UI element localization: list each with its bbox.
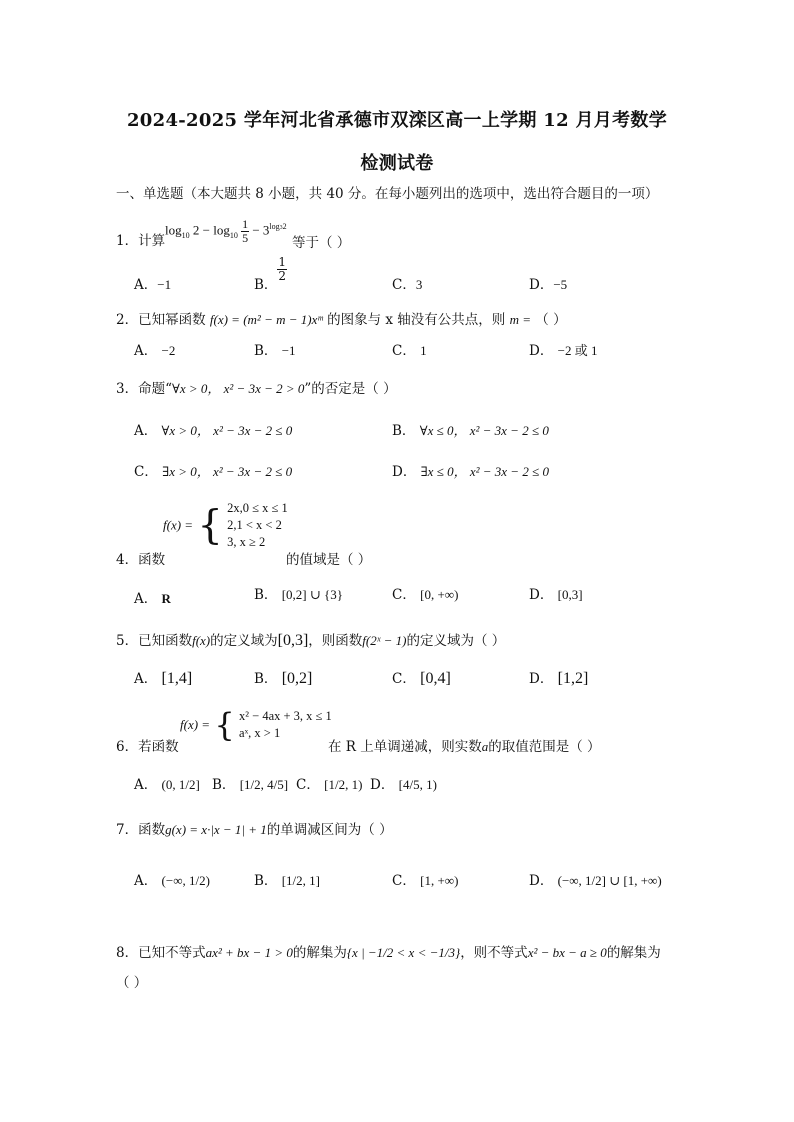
q3-option-b[interactable]: B． ∀x ≤ 0， x² − 3x − 2 ≤ 0: [392, 423, 549, 439]
q7-option-a[interactable]: A． (−∞, 1/2): [134, 873, 210, 889]
q2-option-c[interactable]: C． 1: [392, 343, 427, 359]
power-function-expression: f(x) = (m² − m − 1)xᵐ: [209, 312, 323, 327]
question-1-expression: $\log_{10} 2 - \log_{10}$ $\frac{1}{5}$ − $3^{log32}$: [165, 217, 287, 245]
q1-option-d[interactable]: D．−5: [529, 277, 568, 293]
piecewise-function-6: f(x) = { x² − 4ax + 3, x ≤ 1 aˣ, x > 1: [180, 706, 332, 744]
question-8: 8．已知不等式ax² + bx − 1 > 0的解集为{x | −1/2 < x < −1/3}，则不等式x² − bx − a ≥ 0的解集为: [116, 945, 661, 961]
question-4: 4．函数: [116, 552, 166, 568]
q5-option-d[interactable]: D． [1,2]: [529, 670, 589, 687]
q2-option-a[interactable]: A． −2: [134, 343, 176, 359]
q4-option-a[interactable]: A． R: [134, 591, 171, 607]
q2-option-b[interactable]: B． −1: [254, 343, 296, 359]
question-3: 3．命题“∀x > 0， x² − 3x − 2 > 0”的否定是（ ）: [116, 381, 397, 397]
piecewise-function: f(x) = { 2x,0 ≤ x ≤ 1 2,1 < x < 2 3, x ≥ 2: [163, 501, 288, 549]
question-1: [116, 232, 165, 250]
question-8-tail: （ ）: [116, 975, 148, 991]
question-2: 2．已知幂函数 f(x) = (m² − m − 1)xᵐ 的图象与 x 轴没有公共点，则 m = （ ）: [116, 312, 567, 328]
q5-option-c[interactable]: C． [0,4]: [392, 670, 451, 687]
q5-option-a[interactable]: A． [1,4]: [134, 670, 193, 687]
question-5: 5．已知函数f(x)的定义域为[0,3]，则函数f(2ˣ − 1)的定义域为（ ）: [116, 632, 506, 649]
page-subtitle: 检测试卷: [360, 153, 434, 174]
q2-option-d[interactable]: D． −2 或 1: [529, 343, 598, 359]
q4-option-d[interactable]: D． [0,3]: [529, 587, 583, 603]
q6-option-b[interactable]: B． [1/2, 4/5]: [212, 777, 289, 793]
q6-option-d[interactable]: D． [4/5, 1): [370, 777, 437, 793]
question-6: 6．若函数: [116, 739, 179, 755]
page-title: 2024-2025 学年河北省承德市双滦区高一上学期 12 月月考数学: [126, 110, 667, 131]
q3-option-d[interactable]: D． ∃x ≤ 0， x² − 3x − 2 ≤ 0: [392, 464, 549, 480]
q3-option-a[interactable]: A． ∀x > 0， x² − 3x − 2 ≤ 0: [134, 423, 293, 439]
question-6-tail: 在 R 上单调递减，则实数a的取值范围是（ ）: [328, 739, 601, 755]
q6-option-a[interactable]: A． (0, 1/2]: [134, 777, 200, 793]
q4-option-c[interactable]: C． [0, +∞): [392, 587, 459, 603]
q1-option-b[interactable]: B． $\frac{1}{2}$: [254, 255, 287, 293]
question-number: 1．: [116, 233, 139, 249]
q7-option-c[interactable]: C． [1, +∞): [392, 873, 459, 889]
q7-option-d[interactable]: D． (−∞, 1/2] ∪ [1, +∞): [529, 873, 662, 889]
q6-option-c[interactable]: C． [1/2, 1): [296, 777, 363, 793]
section-heading: 一、单选题（本大题共 8 小题，共 40 分。在每小题列出的选项中，选出符合题目的一项）: [116, 186, 659, 202]
question-4-tail: 的值域是（ ）: [286, 552, 372, 568]
q1-option-a[interactable]: A．−1: [134, 277, 172, 293]
q4-option-b[interactable]: B． [0,2] ∪ {3}: [254, 587, 343, 603]
q7-option-b[interactable]: B． [1/2, 1]: [254, 873, 320, 889]
q5-option-b[interactable]: B． [0,2]: [254, 670, 313, 687]
question-text: 计算: [138, 233, 166, 249]
question-7: 7．函数g(x) = x·|x − 1| + 1的单调减区间为（ ）: [116, 822, 393, 838]
q3-option-c[interactable]: C． ∃x > 0， x² − 3x − 2 ≤ 0: [134, 464, 293, 480]
question-1-tail: 等于（ ）: [292, 235, 351, 251]
q1-option-c[interactable]: C．3: [392, 277, 423, 293]
